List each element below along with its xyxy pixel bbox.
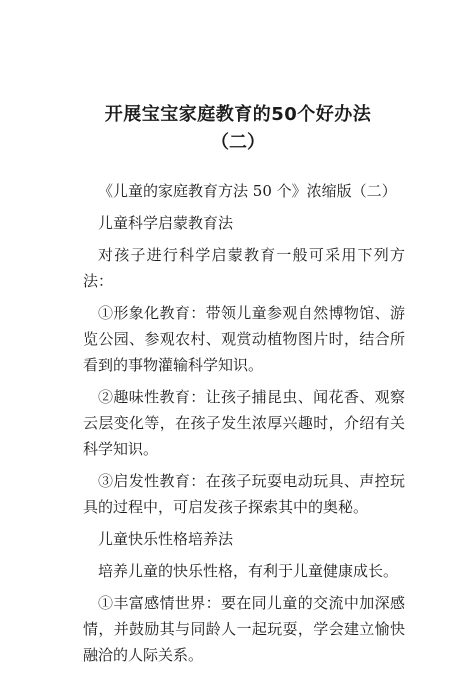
paragraph-method-interest: ②趣味性教育：让孩子捕昆虫、闻花香、观察云层变化等，在孩子发生浓厚兴趣时，介绍有关科学知识。 xyxy=(83,388,405,458)
document-body xyxy=(83,178,405,668)
paragraph-method-visual: ①形象化教育：带领儿童参观自然博物馆、游览公园、参观农村、观赏动植物图片时，结合所看到的事物灌输科学知识。 xyxy=(83,304,405,374)
paragraph-intro-methods: 对孩子进行科学启蒙教育一般可采用下列方法： xyxy=(83,246,405,290)
heading-science-enlightenment: 儿童科学启蒙教育法 xyxy=(98,214,234,232)
paragraph-happy-intro: 培养儿童的快乐性格，有利于儿童健康成长。 xyxy=(98,562,399,580)
paragraph-rich-emotions: ①丰富感情世界：要在同儿童的交流中加深感情，并鼓励其与同龄人一起玩耍，学会建立愉快融洽的人际关系。 xyxy=(83,594,405,664)
paragraph-book-reference: 《儿童的家庭教育方法 50 个》浓缩版（二） xyxy=(98,182,397,200)
document-title: 开展宝宝家庭教育的50个好办法 xyxy=(104,104,372,125)
paragraph-method-inspiration: ③启发性教育：在孩子玩耍电动玩具、声控玩具的过程中，可启发孩子探索其中的奥秘。 xyxy=(83,472,405,516)
document-subtitle: （二） xyxy=(211,132,265,153)
heading-happy-personality: 儿童快乐性格培养法 xyxy=(98,530,234,548)
